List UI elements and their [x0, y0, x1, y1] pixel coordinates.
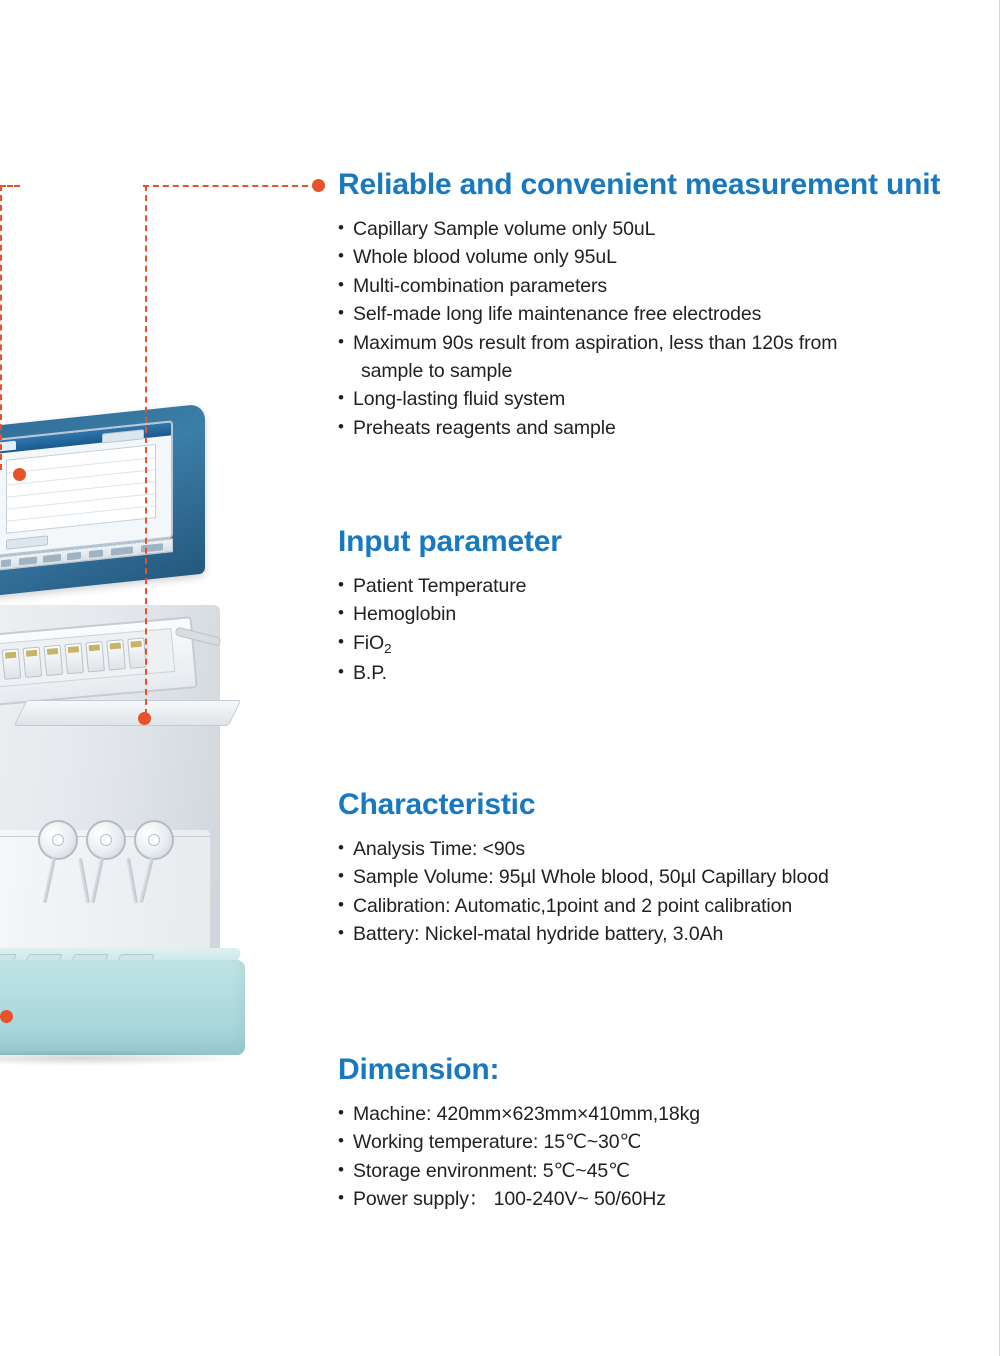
screen-next-button — [6, 535, 48, 549]
section-measurement-unit — [338, 168, 978, 442]
list-item: • Self-made long life maintenance free electrodes — [338, 300, 978, 328]
list-item: • Storage environment: 5℃~45℃ — [338, 1157, 978, 1185]
list-item: • Sample Volume: 95µl Whole blood, 50µl Capillary blood — [338, 863, 978, 891]
list-item: • B.P. — [338, 659, 978, 687]
screen-result-grid — [6, 444, 156, 534]
list-item: • Battery: Nickel-matal hydride battery, 3.0Ah — [338, 920, 978, 948]
drop-shadow — [0, 1050, 250, 1066]
list-item-line-2: sample to sample — [361, 360, 513, 383]
list-item: • Machine: 420mm×623mm×410mm,18kg — [338, 1100, 978, 1128]
electrode-bay-inner — [0, 628, 175, 688]
screen-tab — [0, 441, 16, 457]
section-characteristic — [338, 788, 978, 949]
list-item: • FiO$_2$ — [338, 629, 978, 659]
list-item: • Whole blood volume only 95uL — [338, 243, 978, 271]
bullet-list-dimension — [338, 1100, 978, 1214]
list-item: • Long-lasting fluid system — [338, 385, 978, 413]
sample-tray — [14, 700, 242, 726]
screen-unit-callout-dot — [13, 468, 26, 481]
pump-3 — [134, 820, 174, 860]
reagent-drawer-callout-dot — [0, 1010, 13, 1023]
section-title-input-parameter: Input parameter — [338, 525, 562, 558]
list-item: • Capillary Sample volume only 50uL — [338, 215, 978, 243]
list-item: • Working temperature: 15℃~30℃ — [338, 1128, 978, 1156]
section-title-characteristic: Characteristic — [338, 788, 536, 821]
list-item-line-1: Maximum 90s result from aspiration, less than 120s from — [353, 331, 838, 354]
fio2-subscript: 2 — [384, 640, 392, 656]
product-photo — [0, 400, 340, 1080]
list-item: • Multi-combination parameters — [338, 272, 978, 300]
list-item: • Calibration: Automatic,1point and 2 point calibration — [338, 892, 978, 920]
bullet-list-characteristic — [338, 835, 978, 949]
bullet-list-measurement-unit — [338, 215, 978, 442]
measurement-unit-callout-dot — [312, 179, 325, 192]
list-item: • Preheats reagents and sample — [338, 414, 978, 442]
section-dimension — [338, 1053, 978, 1214]
electrode-bay-callout-dot — [138, 712, 151, 725]
list-item: • Patient Temperature — [338, 572, 978, 600]
bullet-list-input-parameter — [338, 572, 978, 688]
reagent-drawer — [0, 960, 245, 1055]
pump-1 — [38, 820, 78, 860]
pump-2 — [86, 820, 126, 860]
list-item: • Hemoglobin — [338, 600, 978, 628]
list-item — [338, 329, 978, 386]
section-title-dimension: Dimension: — [338, 1053, 500, 1086]
list-item: • Power supply： 100-240V~ 50/60Hz — [338, 1185, 978, 1213]
section-title-measurement-unit: Reliable and convenient measurement unit — [338, 168, 941, 201]
section-input-parameter — [338, 525, 978, 688]
list-item: • Analysis Time: <90s — [338, 835, 978, 863]
